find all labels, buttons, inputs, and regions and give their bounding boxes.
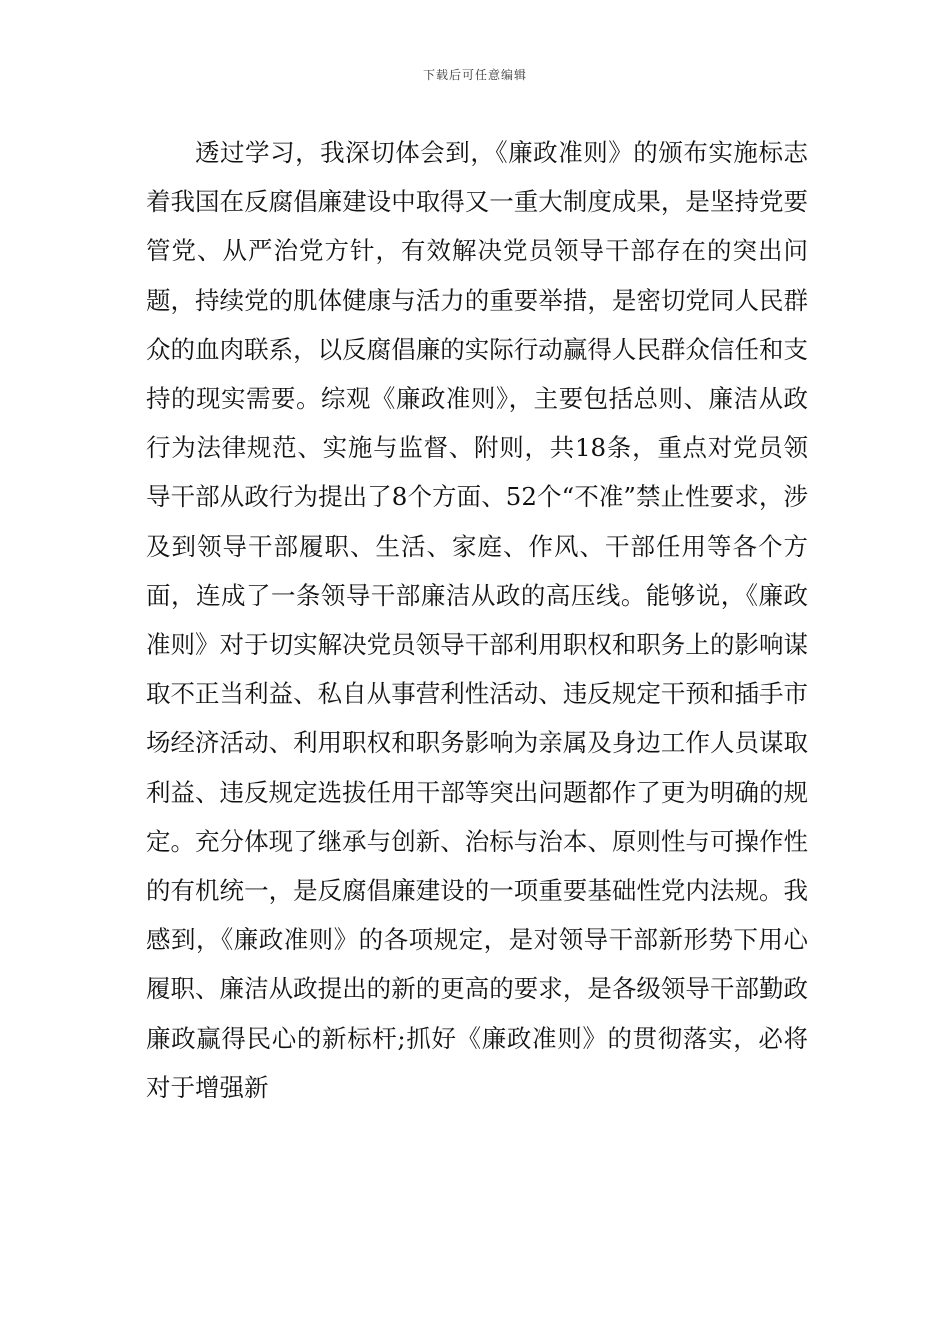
body-paragraph: 透过学习，我深切体会到，《廉政准则》的颁布实施标志着我国在反腐倡廉建设中取得又一重大制度成果，是坚持党要管党、从严治党方针，有效解决党员领导干部存在的突出问题，持续党的肌体健康与活力的重要举措，是密切党同人民群众的血肉联系，以反腐倡廉的实际行动赢得人民群众信任和支持的现实需要。综观《廉政准则》，主要包括总则、廉洁从政行为法律规范、实施与监督、附则，共18条，重点对党员领导干部从政行为提出了8个方面、52个“不准”禁止性要求，涉及到领导干部履职、生活、家庭、作风、干部任用等各个方面，连成了一条领导干部廉洁从政的高压线。能够说，《廉政准则》对于切实解决党员领导干部利用职权和职务上的影响谋取不正当利益、私自从事营利性活动、违反规定干预和插手市场经济活动、利用职权和职务影响为亲属及身边工作人员谋取利益、违反规定选拔任用干部等突出问题都作了更为明确的规定。充分体现了继承与创新、治标与治本、原则性与可操作性的有机统一，是反腐倡廉建设的一项重要基础性党内法规。我感到，《廉政准则》的各项规定，是对领导干部新形势下用心履职、廉洁从政提出的新的更高的要求，是各级领导干部勤政廉政赢得民心的新标杆;抓好《廉政准则》的贯彻落实，必将对于增强新 — [146, 138, 808, 1102]
header-note: 下载后可任意编辑 — [422, 68, 527, 82]
